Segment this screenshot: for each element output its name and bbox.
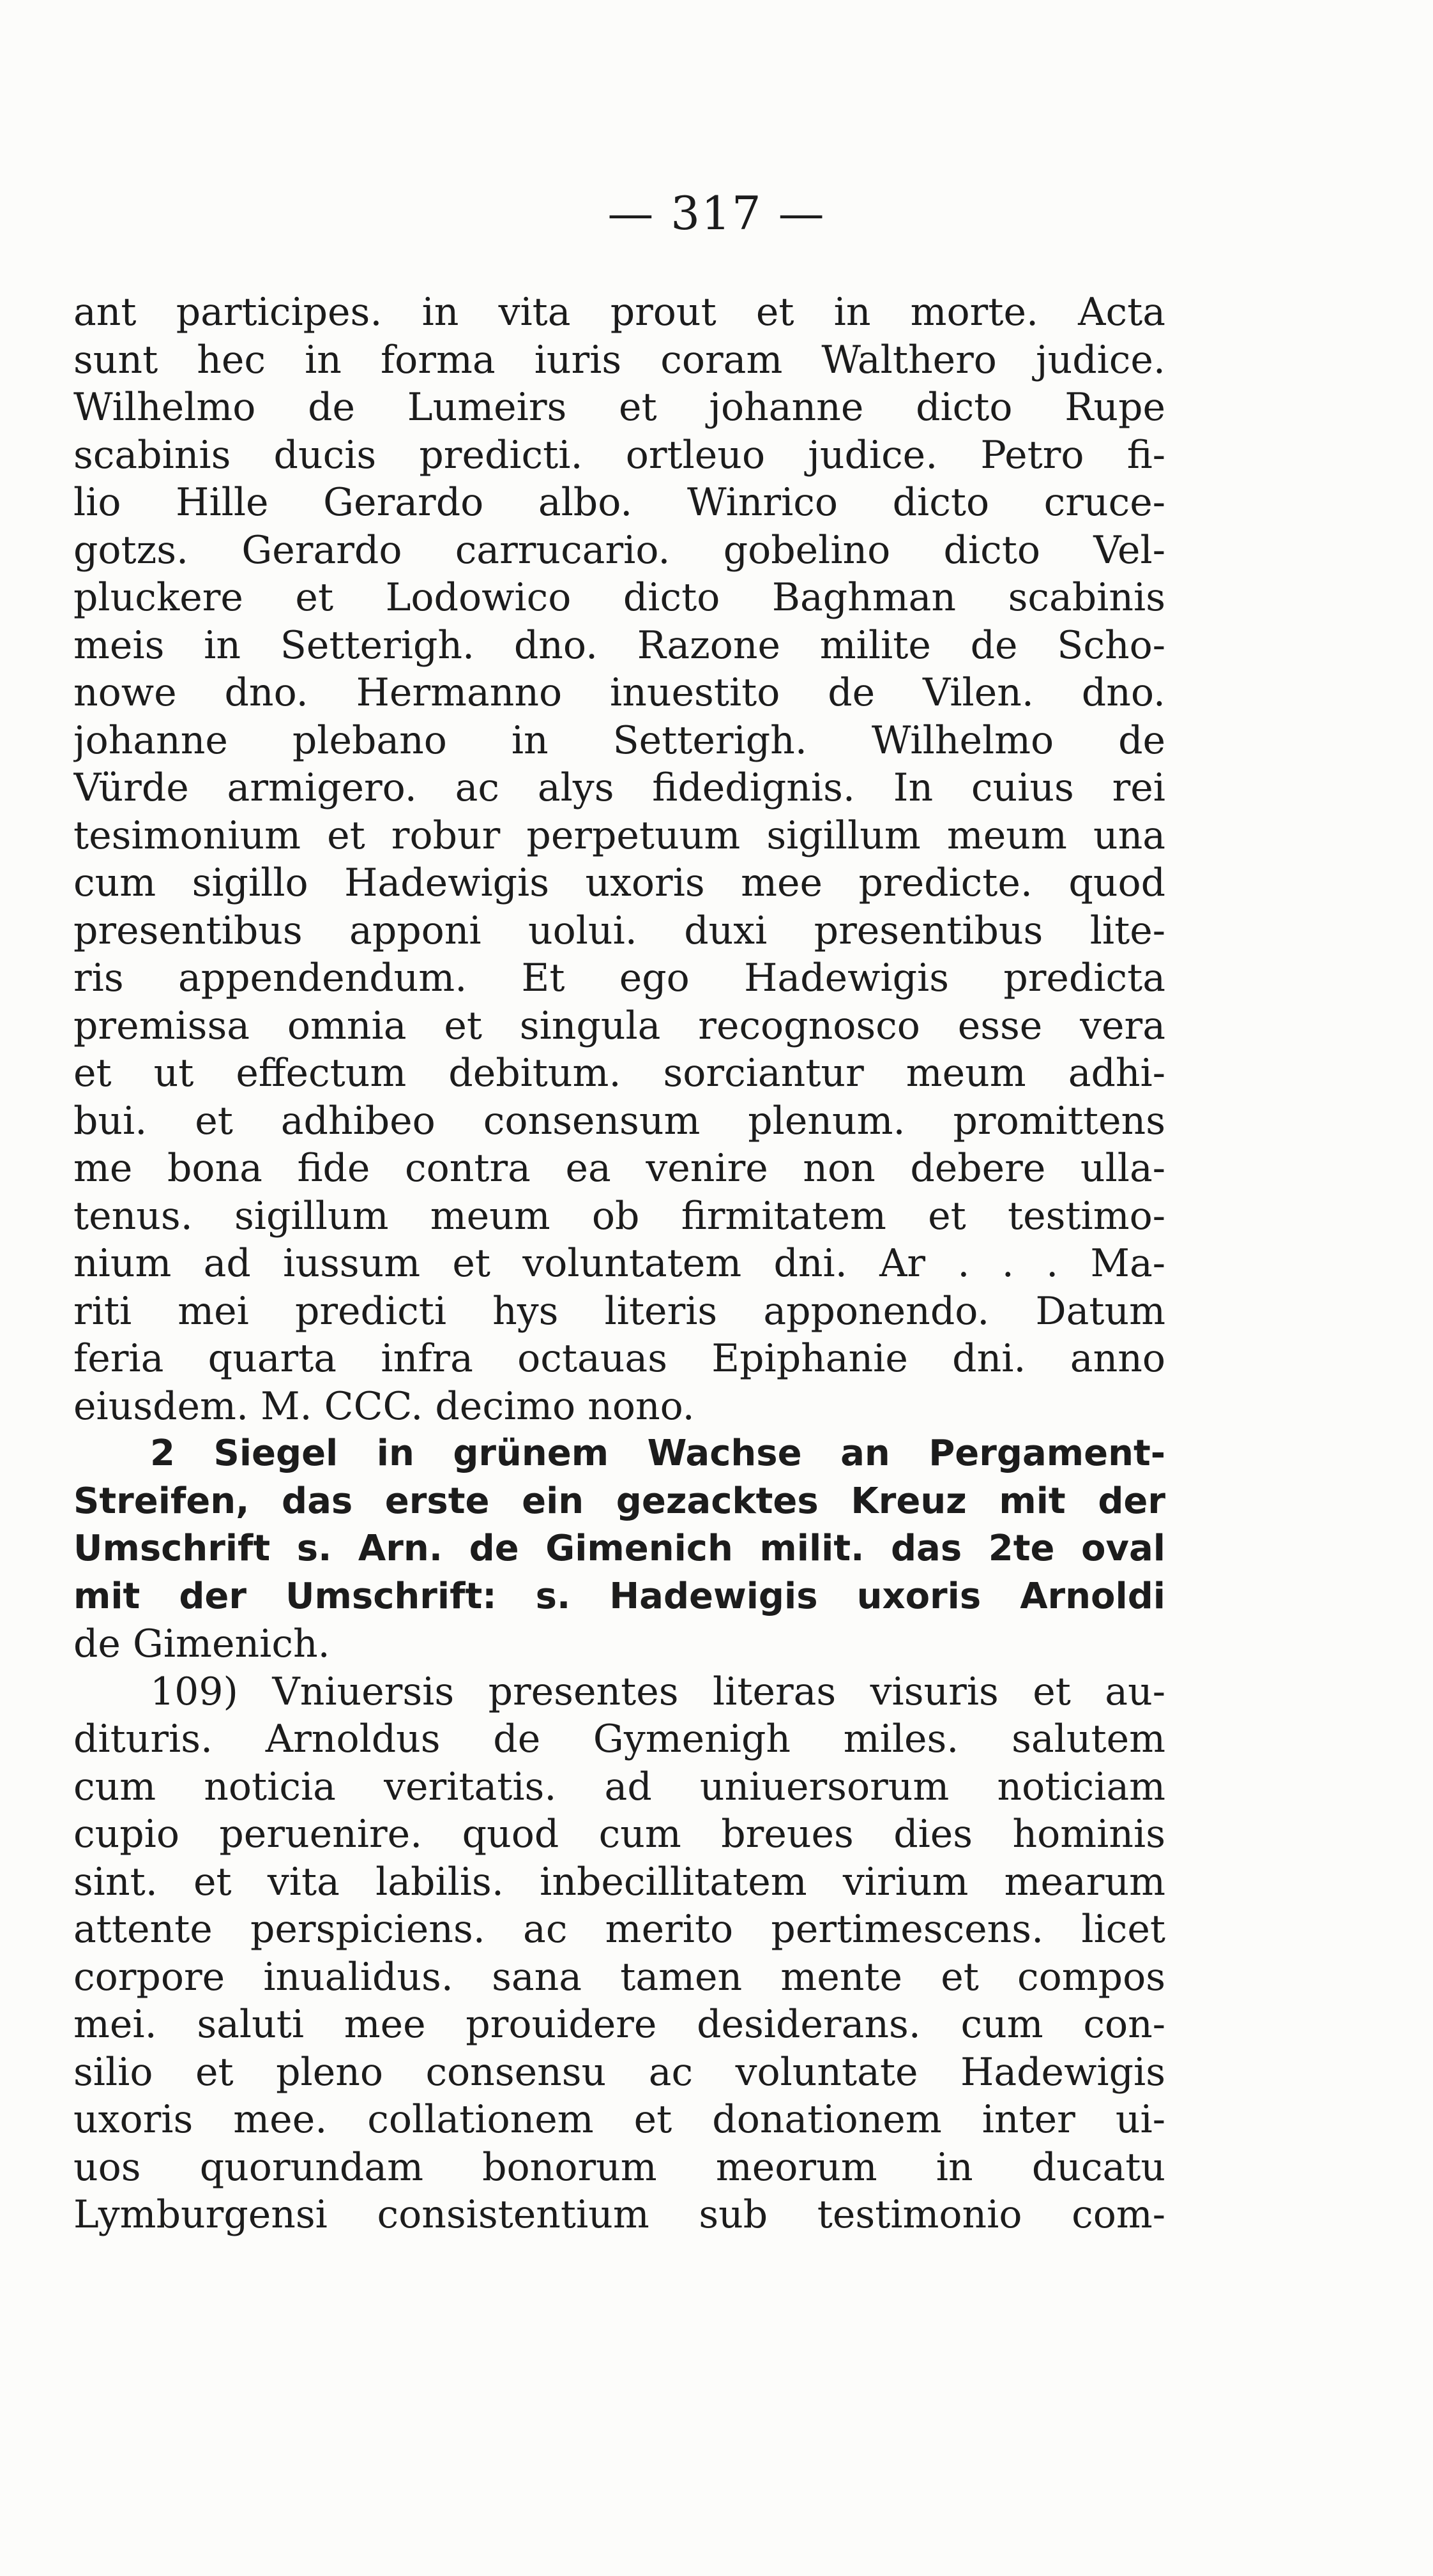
text-line: uxoris mee. collationem et donationem inter ui- bbox=[73, 2097, 1165, 2142]
text-line: nowe dno. Hermanno inuestito de Vilen. dno. bbox=[73, 670, 1165, 715]
text-line: 2 Siegel in grünem Wachse an Pergament- bbox=[150, 1433, 1165, 1474]
text-line: gotzs. Gerardo carrucario. gobelino dicto Vel- bbox=[73, 527, 1165, 573]
text-line: ant participes. in vita prout et in morte. Acta bbox=[73, 290, 1165, 335]
text-line: 109) Vniuersis presentes literas visuris et au- bbox=[150, 1669, 1165, 1714]
text-line: Vürde armigero. ac alys fidedignis. In cuius rei bbox=[73, 765, 1165, 810]
text-line: Umschrift s. Arn. de Gimenich milit. das 2te oval bbox=[73, 1528, 1165, 1569]
text-line: mit der Umschrift: s. Hadewigis uxoris Arnoldi bbox=[73, 1575, 1165, 1617]
text-line: nium ad iussum et voluntatem dni. Ar . . . Ma- bbox=[73, 1241, 1165, 1286]
text-line: tenus. sigillum meum ob firmitatem et testimo- bbox=[73, 1193, 1165, 1239]
text-line: riti mei predicti hys literis apponendo. Datum bbox=[73, 1288, 1165, 1334]
text-line: me bona fide contra ea venire non debere ulla- bbox=[73, 1146, 1165, 1191]
text-line: sunt hec in forma iuris coram Walthero judice. bbox=[73, 337, 1165, 382]
text-line: tesimonium et robur perpetuum sigillum meum una bbox=[73, 813, 1165, 858]
text-line: johanne plebano in Setterigh. Wilhelmo de bbox=[73, 718, 1165, 763]
page-number: — 317 — bbox=[607, 186, 826, 240]
text-line: feria quarta infra octauas Epiphanie dni. anno bbox=[73, 1336, 1165, 1381]
text-line: premissa omnia et singula recognosco esse vera bbox=[73, 1003, 1165, 1048]
text-line: de Gimenich. bbox=[73, 1622, 330, 1666]
text-line: bui. et adhibeo consensum plenum. promittens bbox=[73, 1098, 1165, 1143]
text-line: presentibus apponi uolui. duxi presentibus lite- bbox=[73, 908, 1165, 953]
text-line: uos quorundam bonorum meorum in ducatu bbox=[73, 2144, 1165, 2190]
text-line: scabinis ducis predicti. ortleuo judice. Petro fi- bbox=[73, 432, 1165, 478]
text-line: mei. saluti mee prouidere desiderans. cum con- bbox=[73, 2002, 1165, 2047]
text-line: cupio peruenire. quod cum breues dies hominis bbox=[73, 1812, 1165, 1857]
text-line: corpore inualidus. sana tamen mente et compos bbox=[73, 1954, 1165, 2000]
text-line: dituris. Arnoldus de Gymenigh miles. salutem bbox=[73, 1717, 1165, 1761]
body-text bbox=[73, 289, 1165, 2239]
text-line: sint. et vita labilis. inbecillitatem virium mearum bbox=[73, 1859, 1165, 1904]
text-line: cum sigillo Hadewigis uxoris mee predicte. quod bbox=[73, 861, 1165, 905]
text-line: pluckere et Lodowico dicto Baghman scabinis bbox=[73, 575, 1165, 620]
text-line: meis in Setterigh. dno. Razone milite de Scho- bbox=[73, 622, 1165, 668]
text-line: silio et pleno consensu ac voluntate Hadewigis bbox=[73, 2049, 1165, 2095]
text-line: ris appendendum. Et ego Hadewigis predicta bbox=[73, 956, 1165, 1000]
text-line: et ut effectum debitum. sorciantur meum adhi- bbox=[73, 1051, 1165, 1096]
text-line: attente perspiciens. ac merito pertimescens. licet bbox=[73, 1907, 1165, 1952]
text-line: lio Hille Gerardo albo. Winrico dicto cruce- bbox=[73, 480, 1165, 525]
text-line: eiusdem. M. CCC. decimo nono. bbox=[73, 1383, 695, 1429]
text-line: Streifen, das erste ein gezacktes Kreuz mit der bbox=[73, 1480, 1165, 1522]
text-line: cum noticia veritatis. ad uniuersorum noticiam bbox=[73, 1764, 1165, 1809]
text-line: Lymburgensi consistentium sub testimonio com- bbox=[73, 2192, 1165, 2237]
text-line: Wilhelmo de Lumeirs et johanne dicto Rupe bbox=[73, 385, 1165, 430]
